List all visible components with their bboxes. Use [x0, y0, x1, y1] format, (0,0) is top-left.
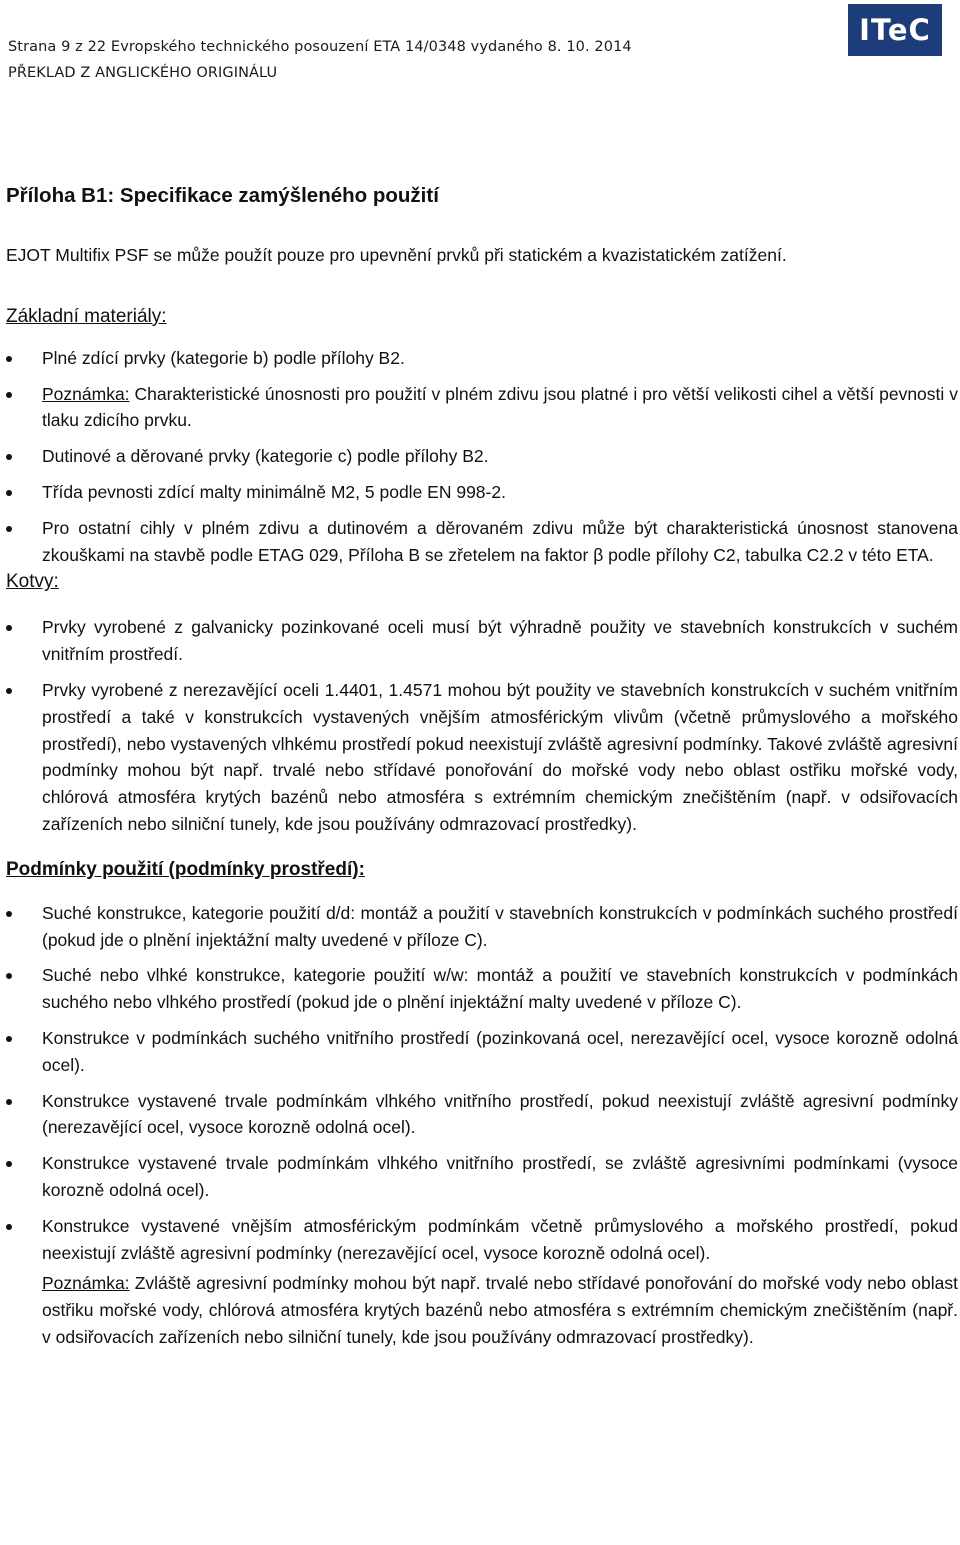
bullet-icon — [6, 973, 12, 979]
page-header — [8, 34, 632, 86]
page-title: Příloha B1: Specifikace zamýšleného použití — [6, 184, 439, 207]
base-materials-list — [6, 345, 958, 569]
list-item: Suché nebo vlhké konstrukce, kategorie použití w/w: montáž a použití ve stavebních konstrukcích v podmínkách suchého nebo vlhkého prostředí (pokud jde o plnění injektážní malty uvedené v příloze C). — [6, 962, 958, 1016]
bullet-icon — [6, 392, 12, 398]
bullet-icon — [6, 454, 12, 460]
conditions-list — [6, 900, 958, 1267]
list-item: Konstrukce vystavené vnějším atmosférickým podmínkám včetně průmyslového a mořského prostředí, pokud neexistují zvláště agresivní podmínky (nerezavějící ocel, vysoce korozně odolná ocel). — [6, 1213, 958, 1267]
anchors-list — [6, 614, 958, 837]
list-item: Suché konstrukce, kategorie použití d/d: montáž a použití v stavebních konstrukcích v podmínkách suchého prostředí (pokud jde o plnění injektážní malty uvedené v příloze C). — [6, 900, 958, 954]
bullet-icon — [6, 1099, 12, 1105]
bullet-icon — [6, 911, 12, 917]
base-materials-heading: Základní materiály: — [6, 305, 167, 327]
list-item: Konstrukce vystavené trvale podmínkám vlhkého vnitřního prostředí, pokud neexistují zvláště agresivní podmínky (nerezavějící ocel, vysoce korozně odolná ocel). — [6, 1088, 958, 1142]
list-item: Třída pevnosti zdící malty minimálně M2, 5 podle EN 998-2. — [6, 479, 958, 506]
list-item: Konstrukce vystavené trvale podmínkám vlhkého vnitřního prostředí, se zvláště agresivními podmínkami (vysoce korozně odolná ocel). — [6, 1150, 958, 1204]
anchors-heading: Kotvy: — [6, 571, 59, 593]
list-item: Konstrukce v podmínkách suchého vnitřního prostředí (pozinkovaná ocel, nerezavějící ocel, vysoce korozně odolná ocel). — [6, 1025, 958, 1079]
header-translation-note: PŘEKLAD Z ANGLICKÉHO ORIGINÁLU — [8, 65, 278, 81]
bullet-icon — [6, 356, 12, 362]
bullet-icon — [6, 688, 12, 694]
list-item: Prvky vyrobené z galvanicky pozinkované oceli musí být výhradně použity ve stavebních konstrukcích v suchém vnitřním prostředí. — [6, 614, 958, 668]
bullet-icon — [6, 625, 12, 631]
list-item: Pro ostatní cihly v plném zdivu a dutinovém a děrovaném zdivu může být charakteristická únosnost stanovena zkouškami na stavbě podle ETAG 029, Příloha B se zřetelem na faktor β podle přílohy C2, tabulka C2.2 v této ETA. — [6, 515, 958, 569]
list-item: Poznámka: Charakteristické únosnosti pro použití v plném zdivu jsou platné i pro větší velikosti cihel a větší pevnosti v tlaku zdicího prvku. — [6, 381, 958, 435]
bullet-icon — [6, 526, 12, 532]
bullet-icon — [6, 490, 12, 496]
note-label: Poznámka: — [42, 1273, 130, 1294]
intro-paragraph: EJOT Multifix PSF se může použít pouze pro upevnění prvků při statickém a kvazistatickém zatížení. — [6, 245, 787, 265]
list-item: Dutinové a děrované prvky (kategorie c) podle přílohy B2. — [6, 443, 958, 470]
conditions-heading: Podmínky použití (podmínky prostředí): — [6, 858, 365, 880]
list-item: Plné zdící prvky (kategorie b) podle přílohy B2. — [6, 345, 958, 372]
itec-logo: ITeC — [848, 4, 942, 56]
header-page-info: Strana 9 z 22 Evropského technického posouzení ETA 14/0348 vydaného 8. 10. 2014 — [8, 39, 632, 55]
note-label: Poznámka: — [42, 383, 130, 404]
bullet-icon — [6, 1224, 12, 1230]
document-body — [6, 182, 958, 1351]
list-item: Prvky vyrobené z nerezavějící oceli 1.4401, 1.4571 mohou být použity ve stavebních konstrukcích v suchém vnitřním prostředí a také v konstrukcích vystavených vnějším atmosférickým vlivům (včetně průmyslového a mořského prostředí), nebo vystavených vlhkému prostředí pokud neexistují zvláště agresivní podmínky. Takové zvláště agresivní podmínky mohou být např. trvalé nebo střídavé ponořování do mořské vody nebo oblast ostřiku mořské vody, chlórová atmosféra krytých bazénů nebo atmosféra s extrémním chemickým znečištěním (např. v odsiřovacích zařízeních nebo silniční tunely, kde jsou používány odmrazovací prostředky). — [6, 677, 958, 838]
conditions-note: Poznámka: Zvláště agresivní podmínky mohou být např. trvalé nebo střídavé ponořování do mořské vody nebo oblast ostřiku mořské vody, chlórová atmosféra krytých bazénů nebo atmosféra s extrémním chemickým znečištěním (např. v odsiřovacích zařízeních nebo silniční tunely, kde jsou používány odmrazovací prostředky). — [42, 1273, 958, 1347]
bullet-icon — [6, 1161, 12, 1167]
bullet-icon — [6, 1036, 12, 1042]
